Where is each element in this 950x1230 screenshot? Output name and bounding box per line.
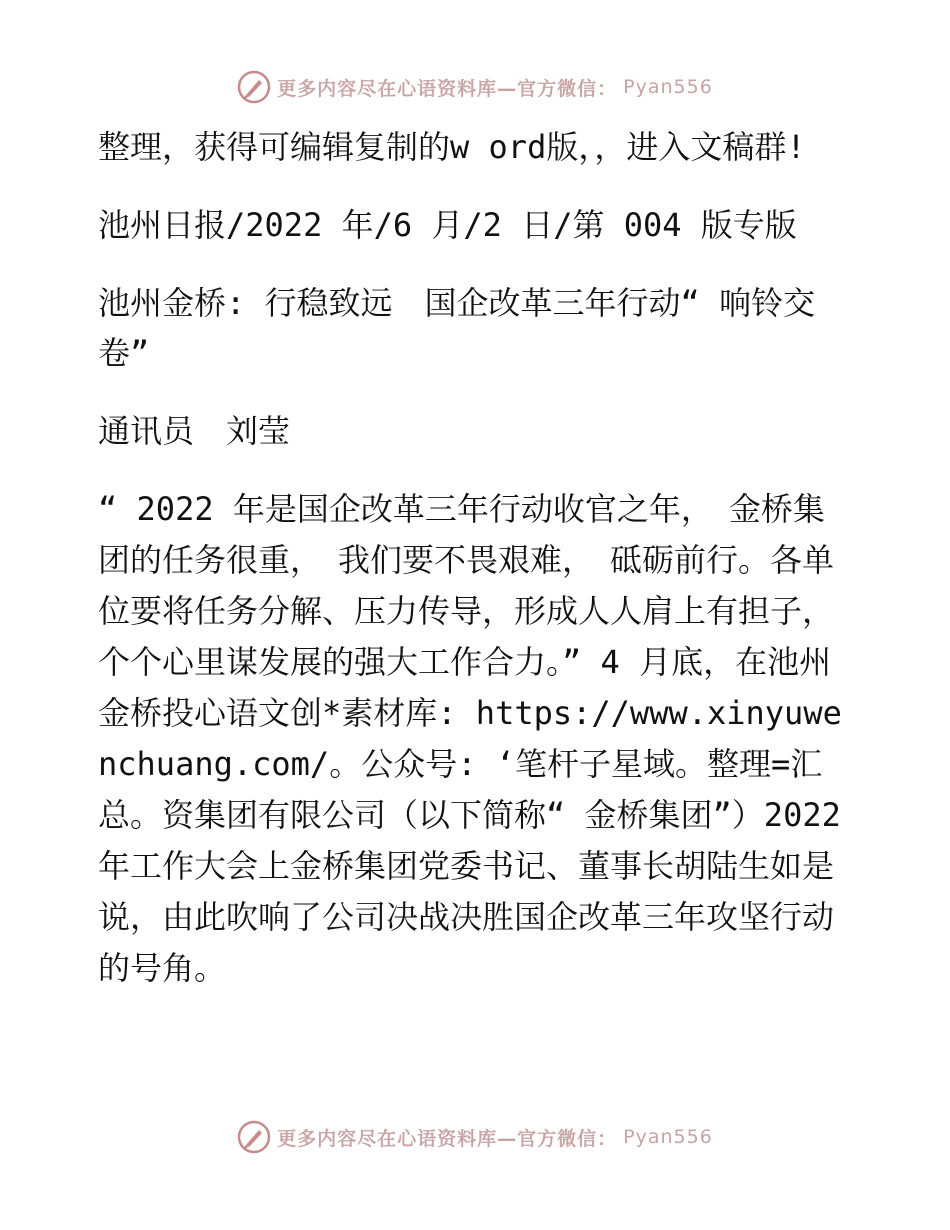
body-paragraph: “ 2022 年是国企改革三年行动收官之年， 金桥集团的任务很重， 我们要不畏艰难， 砥砺前行。各单位要将任务分解、压力传导，形成人人肩上有担子，个个心里谋发展的强大工作合力。” 4 月底，在池州金桥投心语文创*素材库: https://www.xinyuwenchuang.com/。公众号: ‘笔杆子星域。整理=汇总。资集团有限公司（以下简称“ 金桥集团”）2022 年工作大会上金桥集团党委书记、董事长胡陆生如是说，由此吹响了公司决战决胜国企改革三年攻坚行动的号角。 bbox=[98, 490, 842, 987]
wechat-id: Pyan556 bbox=[623, 1126, 713, 1148]
pen-logo-icon bbox=[237, 70, 271, 104]
source-line: 池州日报/2022 年/6 月/2 日/第 004 版专版 bbox=[98, 206, 797, 244]
document-body bbox=[98, 122, 850, 1022]
watermark-text: 更多内容尽在心语资料库—官方微信： bbox=[277, 1127, 618, 1150]
footer-watermark-banner bbox=[0, 1120, 950, 1154]
article-title: 池州金桥: 行稳致远 国企改革三年行动“ 响铃交卷” bbox=[98, 284, 816, 372]
intro-paragraph: 整理，获得可编辑复制的w ord版，，进入文稿群! bbox=[98, 128, 806, 166]
watermark-text: 更多内容尽在心语资料库—官方微信： bbox=[277, 77, 618, 100]
byline: 通讯员 刘莹 bbox=[98, 412, 291, 450]
header-watermark-banner bbox=[0, 70, 950, 104]
pen-logo-icon bbox=[237, 1120, 271, 1154]
wechat-id: Pyan556 bbox=[623, 76, 713, 98]
